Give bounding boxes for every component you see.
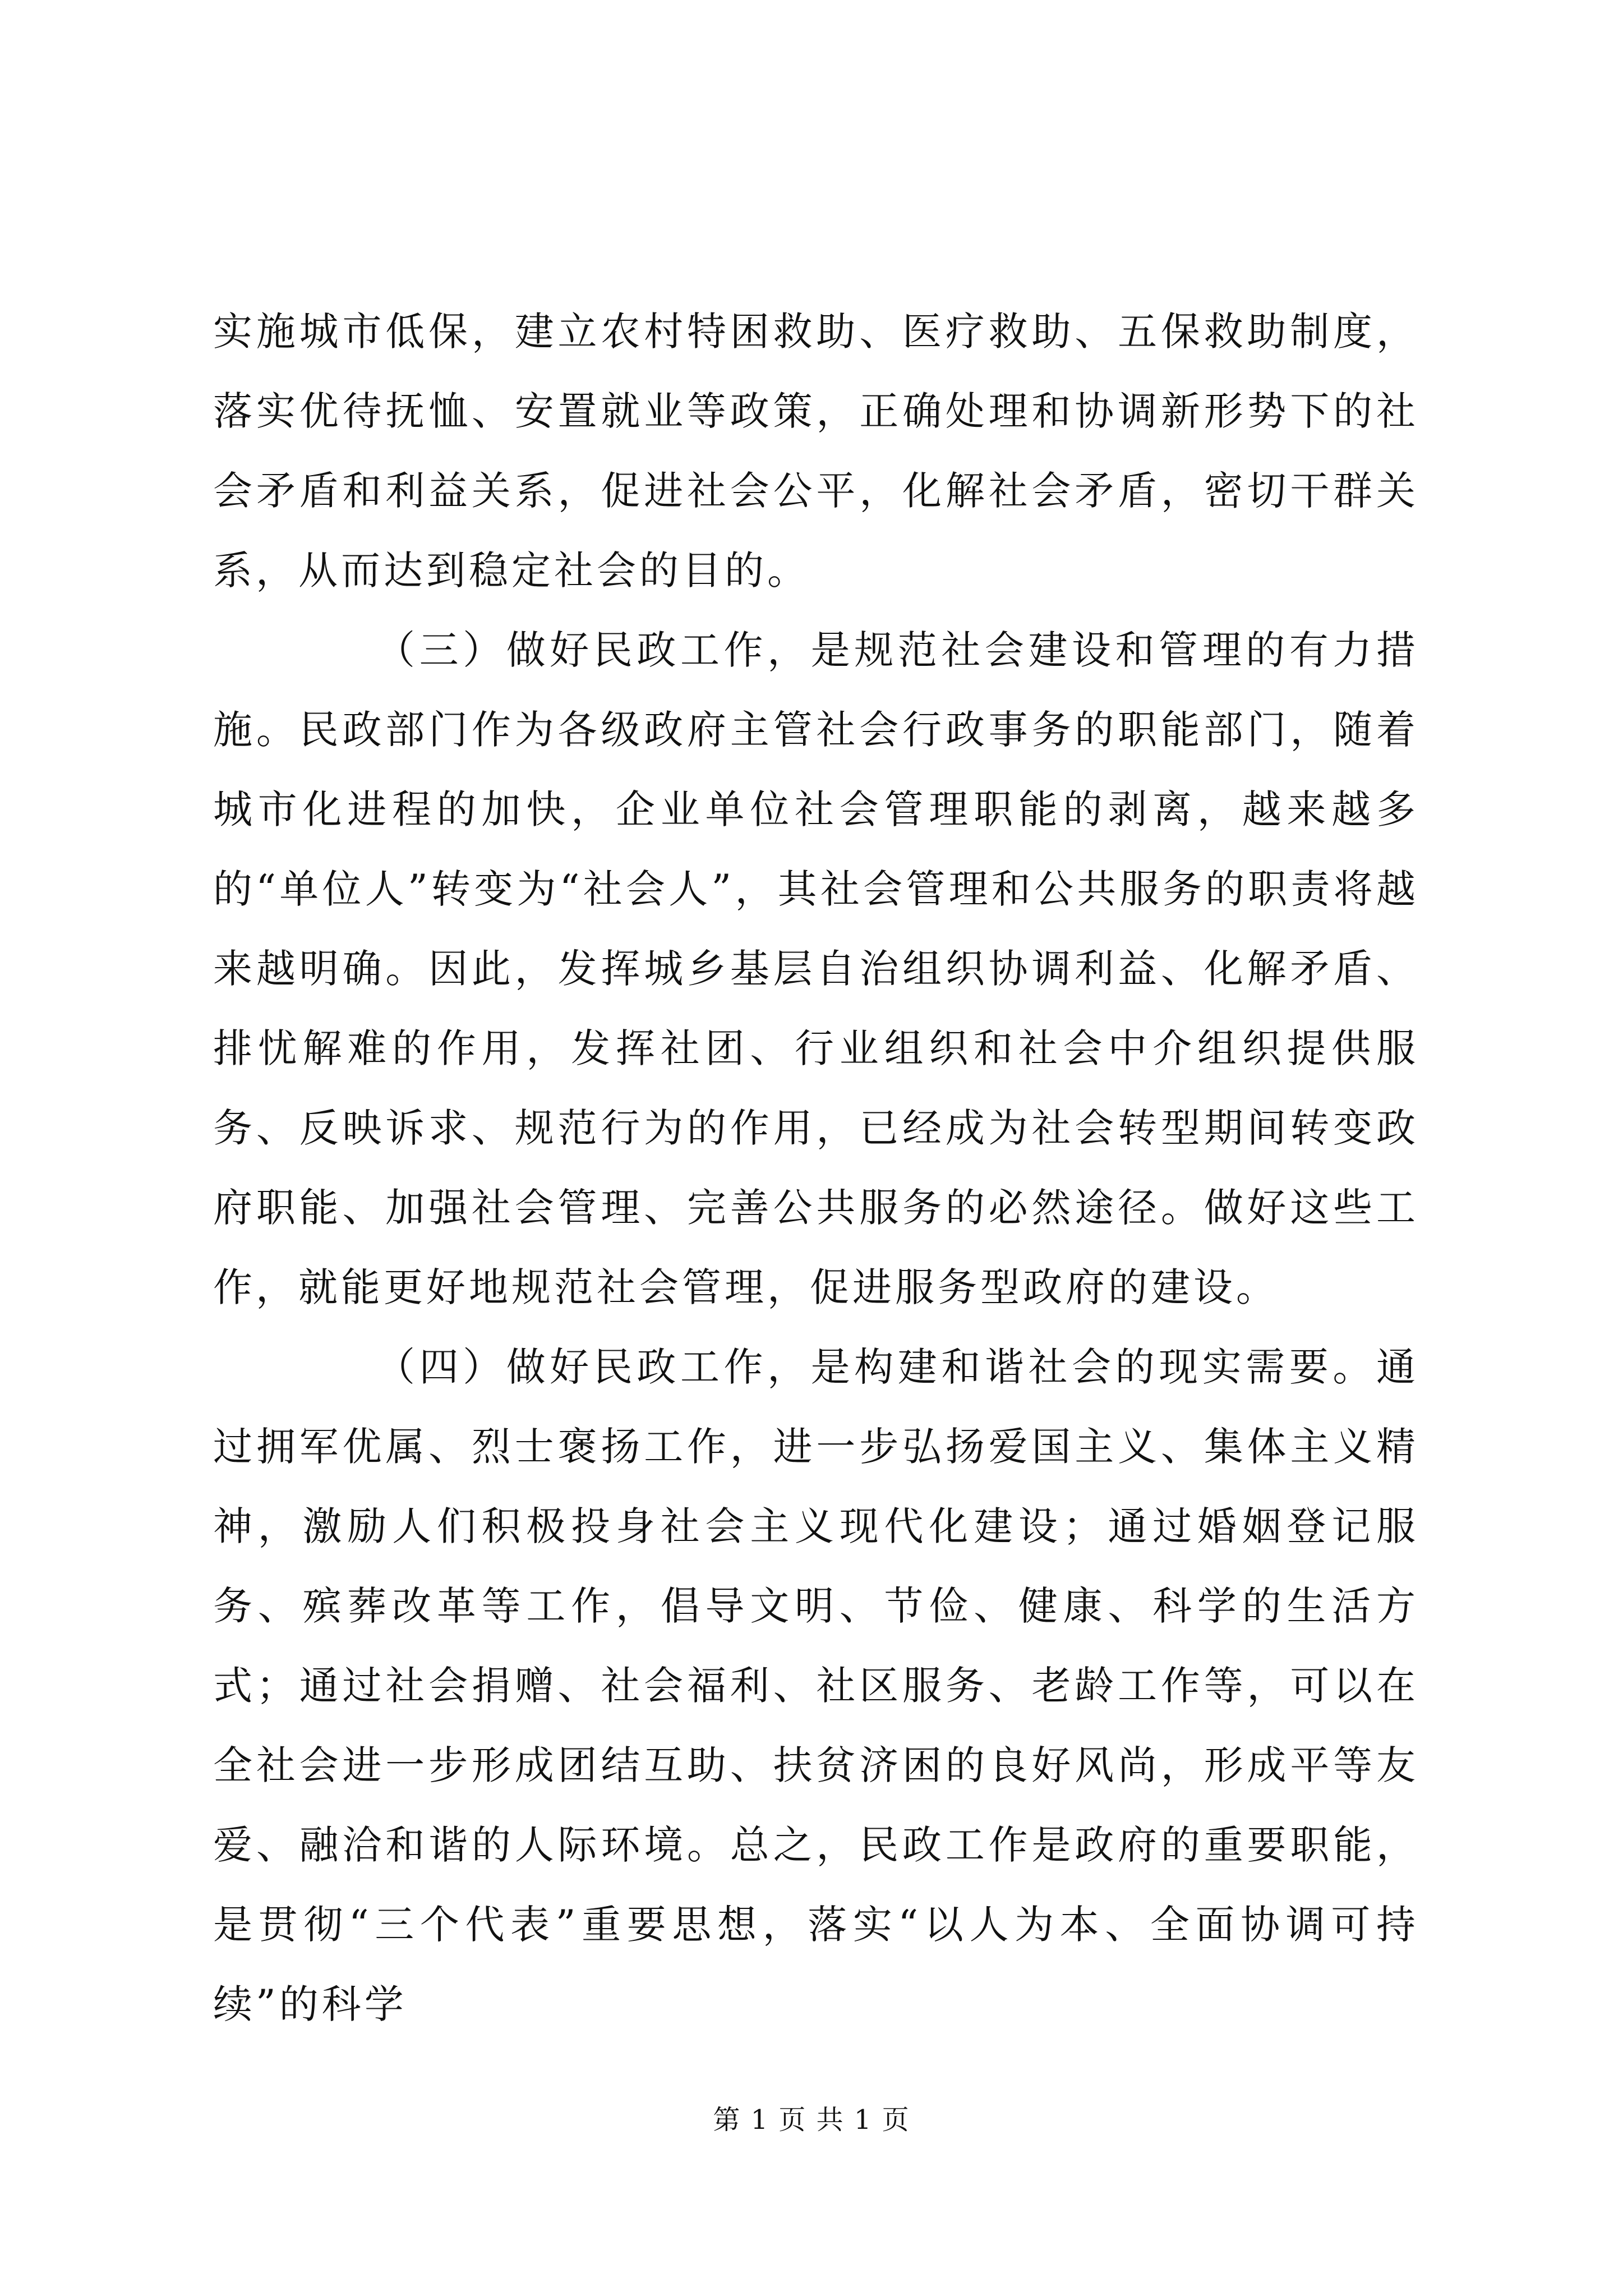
paragraph-continuation: 实施城市低保，建立农村特困救助、医疗救助、五保救助制度，落实优待抚恤、安置就业等政策，正确处理和协调新形势下的社会矛盾和利益关系，促进社会公平，化解社会矛盾，密切干群关系，从而达到稳定社会的目的。	[213, 309, 1419, 593]
document-body	[213, 292, 1419, 2044]
paragraph-section-three: （三）做好民政工作，是规范社会建设和管理的有力措施。民政部门作为各级政府主管社会行政事务的职能部门，随着城市化进程的加快，企业单位社会管理职能的剥离，越来越多的“单位人”转变为“社会人”，其社会管理和公共服务的职责将越来越明确。因此，发挥城乡基层自治组织协调利益、化解矛盾、排忧解难的作用，发挥社团、行业组织和社会中介组织提供服务、反映诉求、规范行为的作用，已经成为社会转型期间转变政府职能、加强社会管理、完善公共服务的必然途径。做好这些工作，就能更好地规范社会管理，促进服务型政府的建设。	[213, 627, 1419, 1310]
paragraph-section-four: （四）做好民政工作，是构建和谐社会的现实需要。通过拥军优属、烈士褒扬工作，进一步弘扬爱国主义、集体主义精神，激励人们积极投身社会主义现代化建设；通过婚姻登记服务、殡葬改革等工作，倡导文明、节俭、健康、科学的生活方式；通过社会捐赠、社会福利、社区服务、老龄工作等，可以在全社会进一步形成团结互助、扶贫济困的良好风尚，形成平等友爱、融洽和谐的人际环境。总之，民政工作是政府的重要职能，是贯彻“三个代表”重要思想，落实“以人为本、全面协调可持续”的科学	[213, 1344, 1419, 2027]
page-footer: 第 1 页 共 1 页	[713, 2104, 910, 2136]
